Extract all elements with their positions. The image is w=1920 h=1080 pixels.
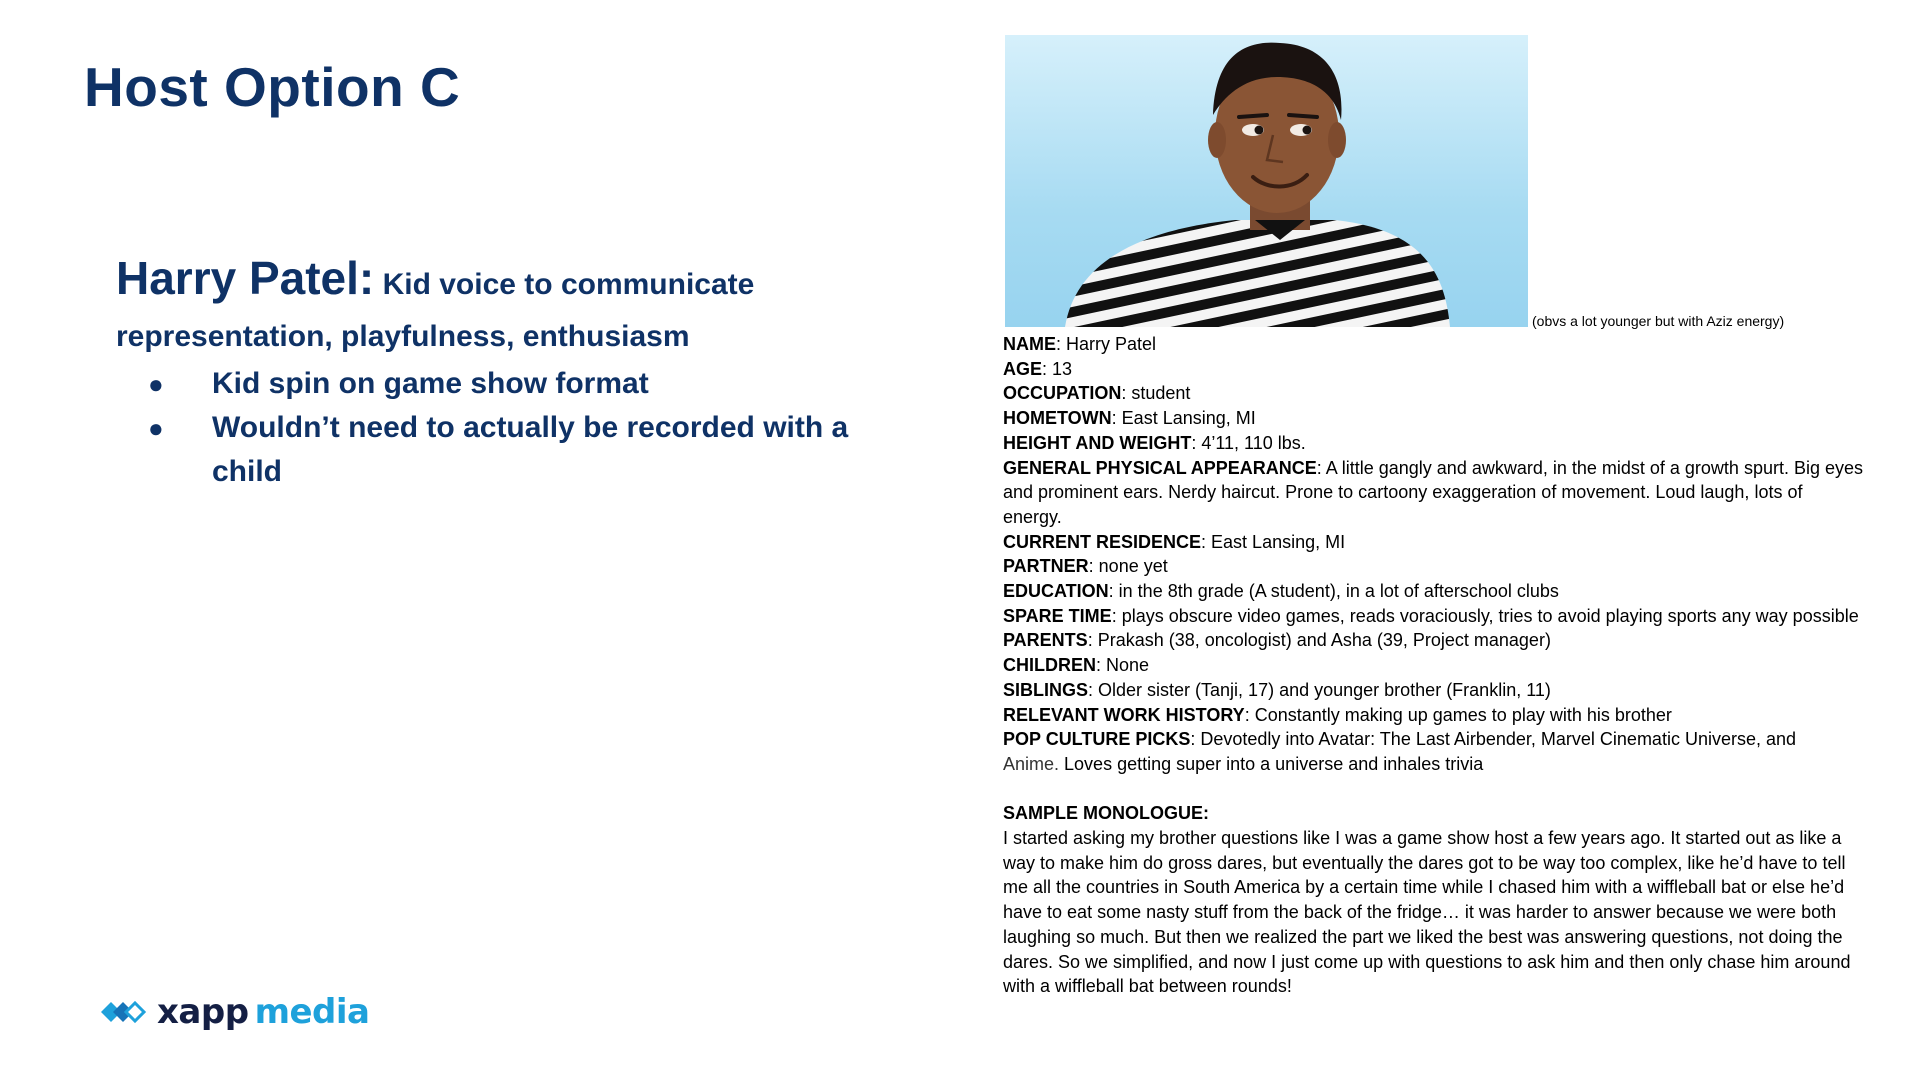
profile-field-education — [1003, 579, 1863, 604]
slide-title: Host Option C — [84, 56, 461, 118]
photo-caption: (obvs a lot younger but with Aziz energy) — [1532, 313, 1785, 329]
profile-field-residence — [1003, 530, 1863, 555]
field-label: HOMETOWN — [1003, 408, 1112, 429]
field-label: CURRENT RESIDENCE — [1003, 531, 1202, 552]
logo-diamond-icon — [99, 997, 151, 1027]
field-label: NAME — [1003, 334, 1056, 354]
profile-pop-culture-continued — [1003, 752, 1863, 777]
profile-field-hometown — [1003, 406, 1863, 431]
field-value: : Devotedly into Avatar: The Last Airbender, Marvel Cinematic Universe, and — [1190, 729, 1797, 750]
profile-field-parents — [1003, 628, 1863, 653]
field-value: : plays obscure video games, reads voraciously, tries to avoid playing sports any way possible — [1111, 605, 1859, 626]
field-value: : A little gangly and awkward, in the midst of a growth spurt. Big eyes and prominent ears. Nerdy haircut. Prone to cartoony exaggeration of movement. Loud laugh, lots of energy. — [1003, 457, 1864, 527]
profile-field-work-history — [1003, 703, 1863, 728]
bullet-text: Wouldn’t need to actually be recorded with a child — [212, 411, 849, 488]
field-value: : student — [1121, 383, 1191, 404]
monologue-label: SAMPLE MONOLOGUE: — [1003, 803, 1209, 824]
profile-field-partner — [1003, 554, 1863, 579]
profile-field-height-weight — [1003, 431, 1863, 456]
field-label: SPARE TIME — [1003, 605, 1112, 626]
field-value: : 13 — [1042, 358, 1073, 379]
bullet-list — [116, 362, 876, 494]
bullet-item — [116, 406, 876, 494]
field-label: SIBLINGS — [1003, 679, 1089, 700]
bullet-dot-icon: ● — [148, 369, 164, 399]
host-name: Harry Patel: — [116, 252, 375, 304]
field-label: EDUCATION — [1003, 581, 1109, 602]
profile-field-siblings — [1003, 678, 1863, 703]
field-value: : East Lansing, MI — [1111, 408, 1256, 429]
monologue-text: I started asking my brother questions like I was a game show host a few years ago. It started out as like a way to make him do gross dares, but eventually the dares got to be way too complex, like he’d have to tell me all the countries in South America by a certain time while I chased him with a wiffleball bat or else he’d have to eat some nasty stuff from the back of the fridge… it was harder to answer because we were both laughing so much. But then we realized the part we liked the best was answering questions, not doing the dares. So we simplified, and now I just come up with questions to ask him and then only chase him around with a wiffleball bat between rounds! — [1003, 828, 1851, 997]
host-intro — [116, 252, 876, 363]
field-value: : Harry Patel — [1056, 334, 1157, 354]
field-value: : Constantly making up games to play with his brother — [1244, 704, 1672, 725]
field-value: : none yet — [1088, 556, 1168, 577]
bullet-dot-icon: ● — [148, 413, 164, 443]
logo-text-xapp: xapp — [157, 992, 249, 1032]
field-value: : None — [1096, 655, 1150, 676]
host-description-line2: representation, playfulness, enthusiasm — [116, 320, 690, 353]
host-description-line1: Kid voice to communicate — [382, 268, 755, 301]
field-label: RELEVANT WORK HISTORY — [1003, 704, 1245, 725]
field-value: : East Lansing, MI — [1201, 531, 1346, 552]
field-label: HEIGHT AND WEIGHT — [1003, 432, 1192, 453]
profile-field-appearance — [1003, 456, 1863, 530]
anime-text: Anime. — [1003, 753, 1060, 774]
field-value: : Prakash (38, oncologist) and Asha (39, Project manager) — [1087, 630, 1551, 651]
field-label: OCCUPATION — [1003, 383, 1122, 404]
field-value: : 4’11, 110 lbs. — [1191, 432, 1306, 453]
profile-field-occupation — [1003, 381, 1863, 406]
profile-field-name — [1003, 332, 1863, 357]
profile-field-spare-time — [1003, 604, 1863, 629]
field-label: PARTNER — [1003, 556, 1089, 577]
host-photo — [1005, 35, 1528, 327]
field-value: : in the 8th grade (A student), in a lot of afterschool clubs — [1108, 581, 1559, 602]
bullet-text: Kid spin on game show format — [212, 367, 649, 400]
logo-text-media: media — [254, 992, 370, 1032]
profile-field-pop-culture — [1003, 727, 1863, 752]
bullet-item — [116, 362, 876, 406]
host-portrait-image — [1005, 35, 1528, 327]
profile-field-children — [1003, 653, 1863, 678]
field-label: GENERAL PHYSICAL APPEARANCE — [1003, 457, 1317, 478]
field-label: CHILDREN — [1003, 655, 1096, 676]
profile-field-age — [1003, 357, 1863, 382]
field-label: POP CULTURE PICKS — [1003, 729, 1191, 750]
profile-spacer — [1003, 777, 1863, 802]
xappmedia-logo — [99, 990, 370, 1034]
character-profile — [1003, 332, 1863, 999]
field-label: AGE — [1003, 358, 1043, 379]
field-value: : Older sister (Tanji, 17) and younger brother (Franklin, 11) — [1088, 679, 1551, 700]
field-label: PARENTS — [1003, 630, 1088, 651]
pop-culture-continued-text: Loves getting super into a universe and inhales trivia — [1059, 753, 1484, 774]
